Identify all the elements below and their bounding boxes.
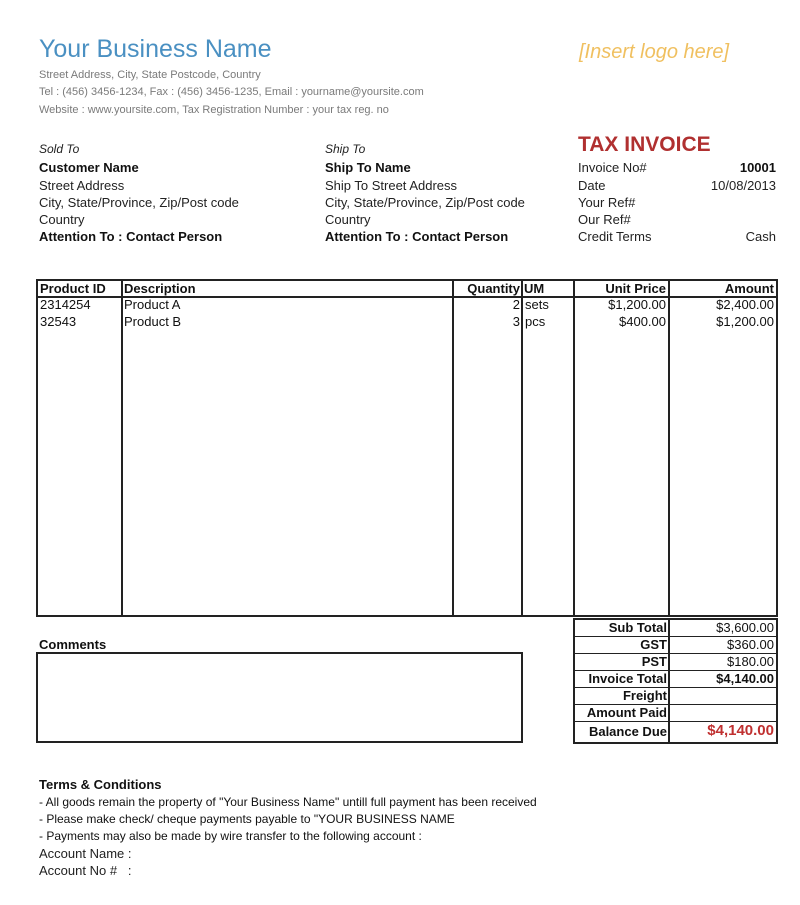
comments-box bbox=[36, 652, 523, 743]
freight-label: Freight bbox=[622, 688, 667, 703]
table-cell-um: sets bbox=[525, 297, 549, 312]
col-divider bbox=[521, 281, 523, 615]
ship-to-name: Ship To Name bbox=[325, 160, 411, 175]
items-table bbox=[36, 279, 778, 617]
your-ref-label: Your Ref# bbox=[578, 195, 636, 210]
invoice-no-label: Invoice No# bbox=[578, 160, 647, 175]
credit-terms-label: Credit Terms bbox=[578, 229, 652, 244]
invoice-no-value: 10001 bbox=[739, 160, 776, 175]
header-description: Description bbox=[124, 281, 196, 296]
table-cell-product-id: 2314254 bbox=[40, 297, 91, 312]
date-label: Date bbox=[578, 178, 606, 193]
business-website: Website : www.yoursite.com, Tax Registration Number : your tax reg. no bbox=[39, 104, 389, 116]
pst-label: PST bbox=[641, 654, 667, 669]
comments-label: Comments bbox=[39, 637, 107, 652]
ship-to-street: Ship To Street Address bbox=[325, 178, 458, 193]
header-unit-price: Unit Price bbox=[605, 281, 666, 296]
col-divider bbox=[668, 281, 670, 615]
balance-due-label: Balance Due bbox=[588, 724, 667, 739]
ship-to-attention: Attention To : Contact Person bbox=[325, 229, 509, 244]
gst-value: $360.00 bbox=[727, 637, 774, 652]
date-value: 10/08/2013 bbox=[710, 178, 776, 193]
invoice-total-value: $4,140.00 bbox=[716, 671, 774, 686]
col-divider bbox=[573, 281, 575, 615]
pst-value: $180.00 bbox=[727, 654, 774, 669]
business-address: Street Address, City, State Postcode, Country bbox=[39, 69, 261, 81]
table-cell-description: Product B bbox=[124, 314, 182, 329]
amount-paid-label: Amount Paid bbox=[586, 705, 667, 720]
our-ref-label: Our Ref# bbox=[578, 212, 631, 227]
sold-to-label: Sold To bbox=[39, 142, 80, 156]
table-cell-unit-price: $1,200.00 bbox=[608, 297, 666, 312]
totals-col-divider bbox=[668, 620, 670, 742]
business-contact: Tel : (456) 3456-1234, Fax : (456) 3456-1235, Email : yourname@yoursite.com bbox=[39, 86, 424, 98]
sub-total-value: $3,600.00 bbox=[716, 620, 774, 635]
table-cell-um: pcs bbox=[525, 314, 546, 329]
account-no-label: Account No # : bbox=[39, 863, 132, 878]
table-cell-description: Product A bbox=[124, 297, 181, 312]
ship-to-country: Country bbox=[325, 212, 371, 227]
header-product-id: Product ID bbox=[40, 281, 106, 296]
header-amount: Amount bbox=[724, 281, 774, 296]
ship-to-city: City, State/Province, Zip/Post code bbox=[325, 195, 525, 210]
table-cell-unit-price: $400.00 bbox=[619, 314, 666, 329]
terms-line: - All goods remain the property of "Your Business Name" untill full payment has been received bbox=[39, 795, 537, 809]
table-cell-amount: $2,400.00 bbox=[716, 297, 774, 312]
col-divider bbox=[452, 281, 454, 615]
table-cell-quantity: 2 bbox=[512, 297, 520, 312]
tax-invoice-title: TAX INVOICE bbox=[578, 133, 711, 156]
header-quantity: Quantity bbox=[467, 281, 520, 296]
business-name: Your Business Name bbox=[39, 35, 272, 63]
terms-line: - Payments may also be made by wire transfer to the following account : bbox=[39, 829, 422, 843]
balance-due-value: $4,140.00 bbox=[707, 722, 774, 739]
invoice-total-label: Invoice Total bbox=[588, 671, 667, 686]
table-cell-quantity: 3 bbox=[512, 314, 520, 329]
sold-to-country: Country bbox=[39, 212, 85, 227]
terms-title: Terms & Conditions bbox=[39, 777, 162, 792]
sold-to-attention: Attention To : Contact Person bbox=[39, 229, 223, 244]
sold-to-city: City, State/Province, Zip/Post code bbox=[39, 195, 239, 210]
col-divider bbox=[121, 281, 123, 615]
credit-terms-value: Cash bbox=[745, 229, 776, 244]
terms-line: - Please make check/ cheque payments payable to "YOUR BUSINESS NAME bbox=[39, 812, 455, 826]
sold-to-street: Street Address bbox=[39, 178, 125, 193]
table-cell-product-id: 32543 bbox=[40, 314, 77, 329]
sub-total-label: Sub Total bbox=[608, 620, 667, 635]
table-cell-amount: $1,200.00 bbox=[716, 314, 774, 329]
sold-to-name: Customer Name bbox=[39, 160, 139, 175]
account-name-label: Account Name : bbox=[39, 846, 132, 861]
gst-label: GST bbox=[640, 637, 667, 652]
ship-to-label: Ship To bbox=[325, 142, 366, 156]
header-um: UM bbox=[524, 281, 545, 296]
logo-placeholder: [Insert logo here] bbox=[579, 41, 730, 63]
totals-table bbox=[573, 618, 778, 744]
